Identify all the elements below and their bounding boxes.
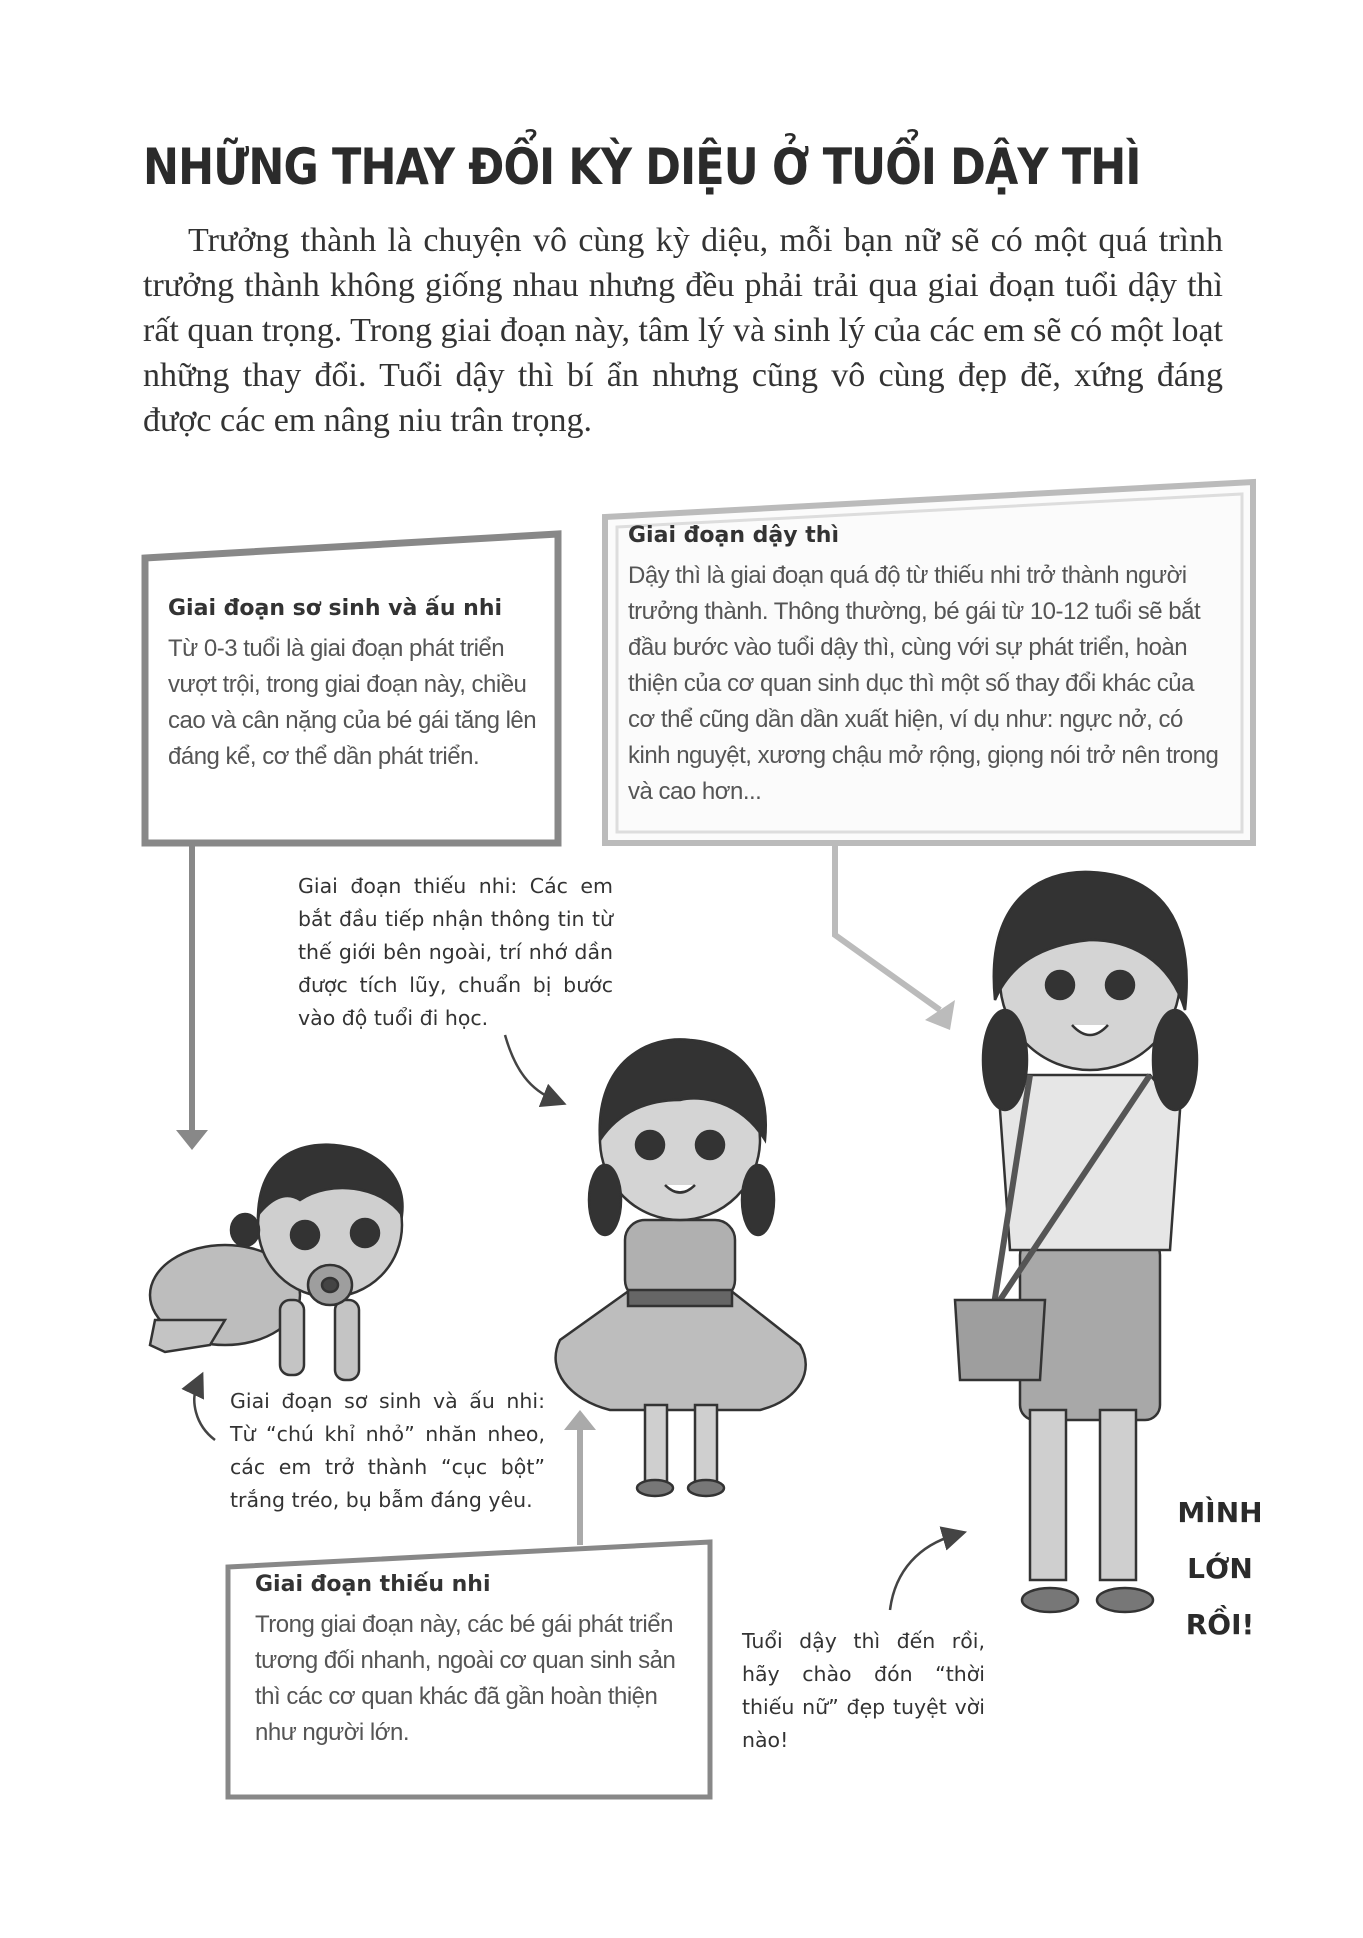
infant-note: Giai đoạn sơ sinh và ấu nhi: Từ “chú khỉ nhỏ” nhăn nheo, các em trở thành “cục bột” trắng tréo, bụ bẫm đáng yêu. bbox=[230, 1389, 545, 1512]
childhood-note-arrow bbox=[505, 1035, 555, 1100]
puberty-box bbox=[628, 523, 1223, 810]
childhood-box-arrow bbox=[564, 1410, 596, 1545]
infant-box-arrow bbox=[176, 846, 208, 1150]
teen-illustration bbox=[955, 872, 1197, 1612]
childhood-note: Giai đoạn thiếu nhi: Các em bắt đầu tiếp nhận thông tin từ thế giới bên ngoài, trí nhớ dần được tích lũy, chuẩn bị bước vào độ tuổi đi học. bbox=[298, 874, 613, 1030]
infant-box bbox=[168, 596, 538, 775]
puberty-box-text: Dậy thì là giai đoạn quá độ từ thiếu nhi trở thành người trưởng thành. Thông thường, bé gái từ 10-12 tuổi sẽ bắt đầu bước vào tuổi dậy thì, cùng với sự phát triển, hoàn thiện của cơ quan sinh dục thì một số thay đổi khác của cơ thể cũng dần dần xuất hiện, ví dụ như: ngực nở, có kinh nguyệt, xương chậu mở rộng, giọng nói trở nên trong và cao hơn... bbox=[628, 562, 1219, 805]
infant-box-text: Từ 0-3 tuổi là giai đoạn phát triển vượt trội, trong giai đoạn này, chiều cao và cân nặng của bé gái tăng lên đáng kể, cơ thể dần phát triển. bbox=[168, 635, 537, 770]
childhood-box bbox=[255, 1572, 690, 1751]
childhood-box-text: Trong giai đoạn này, các bé gái phát triển tương đối nhanh, ngoài cơ quan sinh sản thì các cơ quan khác đã gần hoàn thiện như người lớn. bbox=[255, 1611, 676, 1746]
infant-note-arrow bbox=[194, 1383, 215, 1440]
puberty-box-heading: Giai đoạn dậy thì bbox=[628, 523, 839, 548]
infant-box-heading: Giai đoạn sơ sinh và ấu nhi bbox=[168, 596, 503, 621]
intro-paragraph: Trưởng thành là chuyện vô cùng kỳ diệu, mỗi bạn nữ sẽ có một quá trình trưởng thành không giống nhau nhưng đều phải trải qua giai đoạn tuổi dậy thì rất quan trọng. Trong giai đoạn này, tâm lý và sinh lý của các em sẽ có một loạt những thay đổi. Tuổi dậy thì bí ẩn nhưng cũng vô cùng đẹp đẽ, xứng đáng được các em nâng niu trân trọng. bbox=[143, 222, 1223, 439]
puberty-note: Tuổi dậy thì đến rồi, hãy chào đón “thời thiếu nữ” đẹp tuyệt vời nào! bbox=[742, 1629, 985, 1752]
page-title: NHỮNG THAY ĐỔI KỲ DIỆU Ở TUỔI DẬY THÌ bbox=[143, 138, 1141, 196]
puberty-note-arrow bbox=[890, 1535, 955, 1610]
puberty-box-arrow bbox=[835, 846, 955, 1030]
exclamation-text: MÌNH LỚN RỒI! bbox=[1177, 1496, 1263, 1641]
baby-illustration bbox=[150, 1145, 403, 1380]
childhood-box-heading: Giai đoạn thiếu nhi bbox=[255, 1572, 491, 1597]
